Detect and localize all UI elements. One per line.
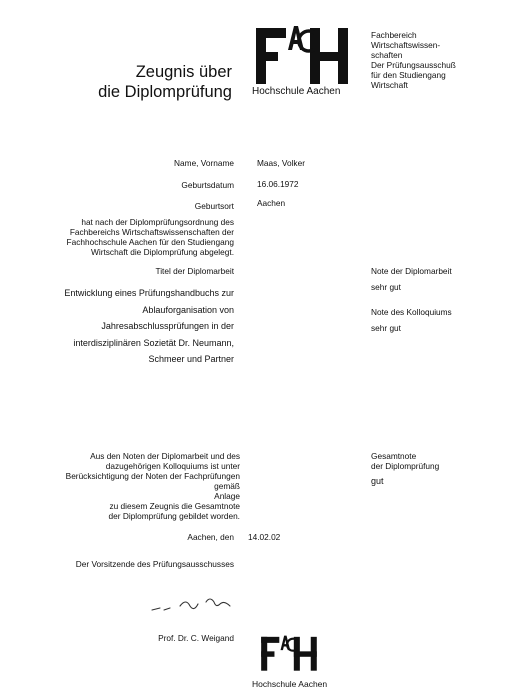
thesis-title-line: Jahresabschlussprüfungen in der (101, 321, 234, 331)
birthdate-label: Geburtsdatum (181, 180, 234, 190)
title-line-2: die Diplomprüfung (98, 83, 232, 101)
explanation-line: zu diesem Zeugnis die Gesamtnote (109, 501, 240, 511)
name-label: Name, Vorname (174, 158, 234, 168)
overall-grade-value: gut (371, 476, 384, 486)
thesis-title-line: Schmeer und Partner (148, 354, 234, 364)
statement-line: Fachbereichs Wirtschaftswissenschaften der (69, 227, 234, 237)
overall-label-line: Gesamtnote (371, 451, 417, 461)
name-value: Maas, Volker (257, 158, 305, 168)
department-line: schaften (371, 50, 403, 60)
birthplace-value: Aachen (257, 198, 286, 208)
department-block (371, 30, 501, 90)
explanation-line: Anlage (214, 491, 240, 501)
fh-aachen-logo (252, 20, 362, 106)
document-title (42, 62, 232, 102)
colloquium-grade-value: sehr gut (371, 323, 401, 333)
signature-scribble (150, 594, 250, 618)
footer-fh-logo-mark (252, 632, 332, 684)
explanation-line: Aus den Noten der Diplomarbeit und des (90, 451, 240, 461)
footer-fh-logo (252, 632, 332, 696)
overall-grade-label (371, 451, 439, 471)
thesis-grade-label: Note der Diplomarbeit (371, 266, 452, 276)
explanation-line: Berücksichtigung der Noten der Fachprüfungen gemäß (65, 471, 240, 491)
department-line: Der Prüfungsausschuß (371, 60, 456, 70)
thesis-grade-value: sehr gut (371, 282, 401, 292)
title-line-1: Zeugnis über (135, 63, 232, 81)
statement-line: Fachhochschule Aachen für den Studiengang (66, 237, 234, 247)
department-line: Wirtschaftswissen- (371, 40, 441, 50)
issue-date: 14.02.02 (248, 532, 281, 542)
place-label: Aachen, den (187, 532, 234, 542)
footer-logo-subtitle: Hochschule Aachen (252, 679, 328, 689)
overall-explanation (54, 451, 240, 521)
thesis-title-line: interdisziplinären Sozietät Dr. Neumann, (73, 337, 234, 348)
chair-label: Der Vorsitzende des Prüfungsausschusses (75, 559, 234, 569)
thesis-title-line: Ablauforganisation von (142, 304, 234, 315)
department-line: Wirtschaft (371, 80, 408, 90)
statement-text (60, 217, 234, 257)
birthdate-value: 16.06.1972 (257, 179, 299, 189)
birthplace-label: Geburtsort (194, 201, 234, 211)
explanation-line: der Diplomprüfung gebildet worden. (108, 511, 240, 521)
overall-label-line: der Diplomprüfung (371, 461, 440, 471)
logo-subtitle: Hochschule Aachen (252, 86, 341, 97)
colloquium-grade-label: Note des Kolloquiums (371, 307, 452, 317)
department-line: für den Studiengang (371, 70, 446, 80)
statement-line: hat nach der Diplomprüfungsordnung des (81, 217, 234, 227)
explanation-line: dazugehörigen Kolloquiums ist unter (105, 461, 240, 471)
thesis-title (40, 285, 234, 368)
statement-line: Wirtschaft die Diplomprüfung abgelegt. (91, 247, 234, 257)
department-line: Fachbereich (371, 30, 417, 40)
signer-name: Prof. Dr. C. Weigand (158, 633, 234, 643)
thesis-title-line: Entwicklung eines Prüfungshandbuchs zur (64, 288, 234, 298)
thesis-title-label: Titel der Diplomarbeit (155, 266, 234, 276)
